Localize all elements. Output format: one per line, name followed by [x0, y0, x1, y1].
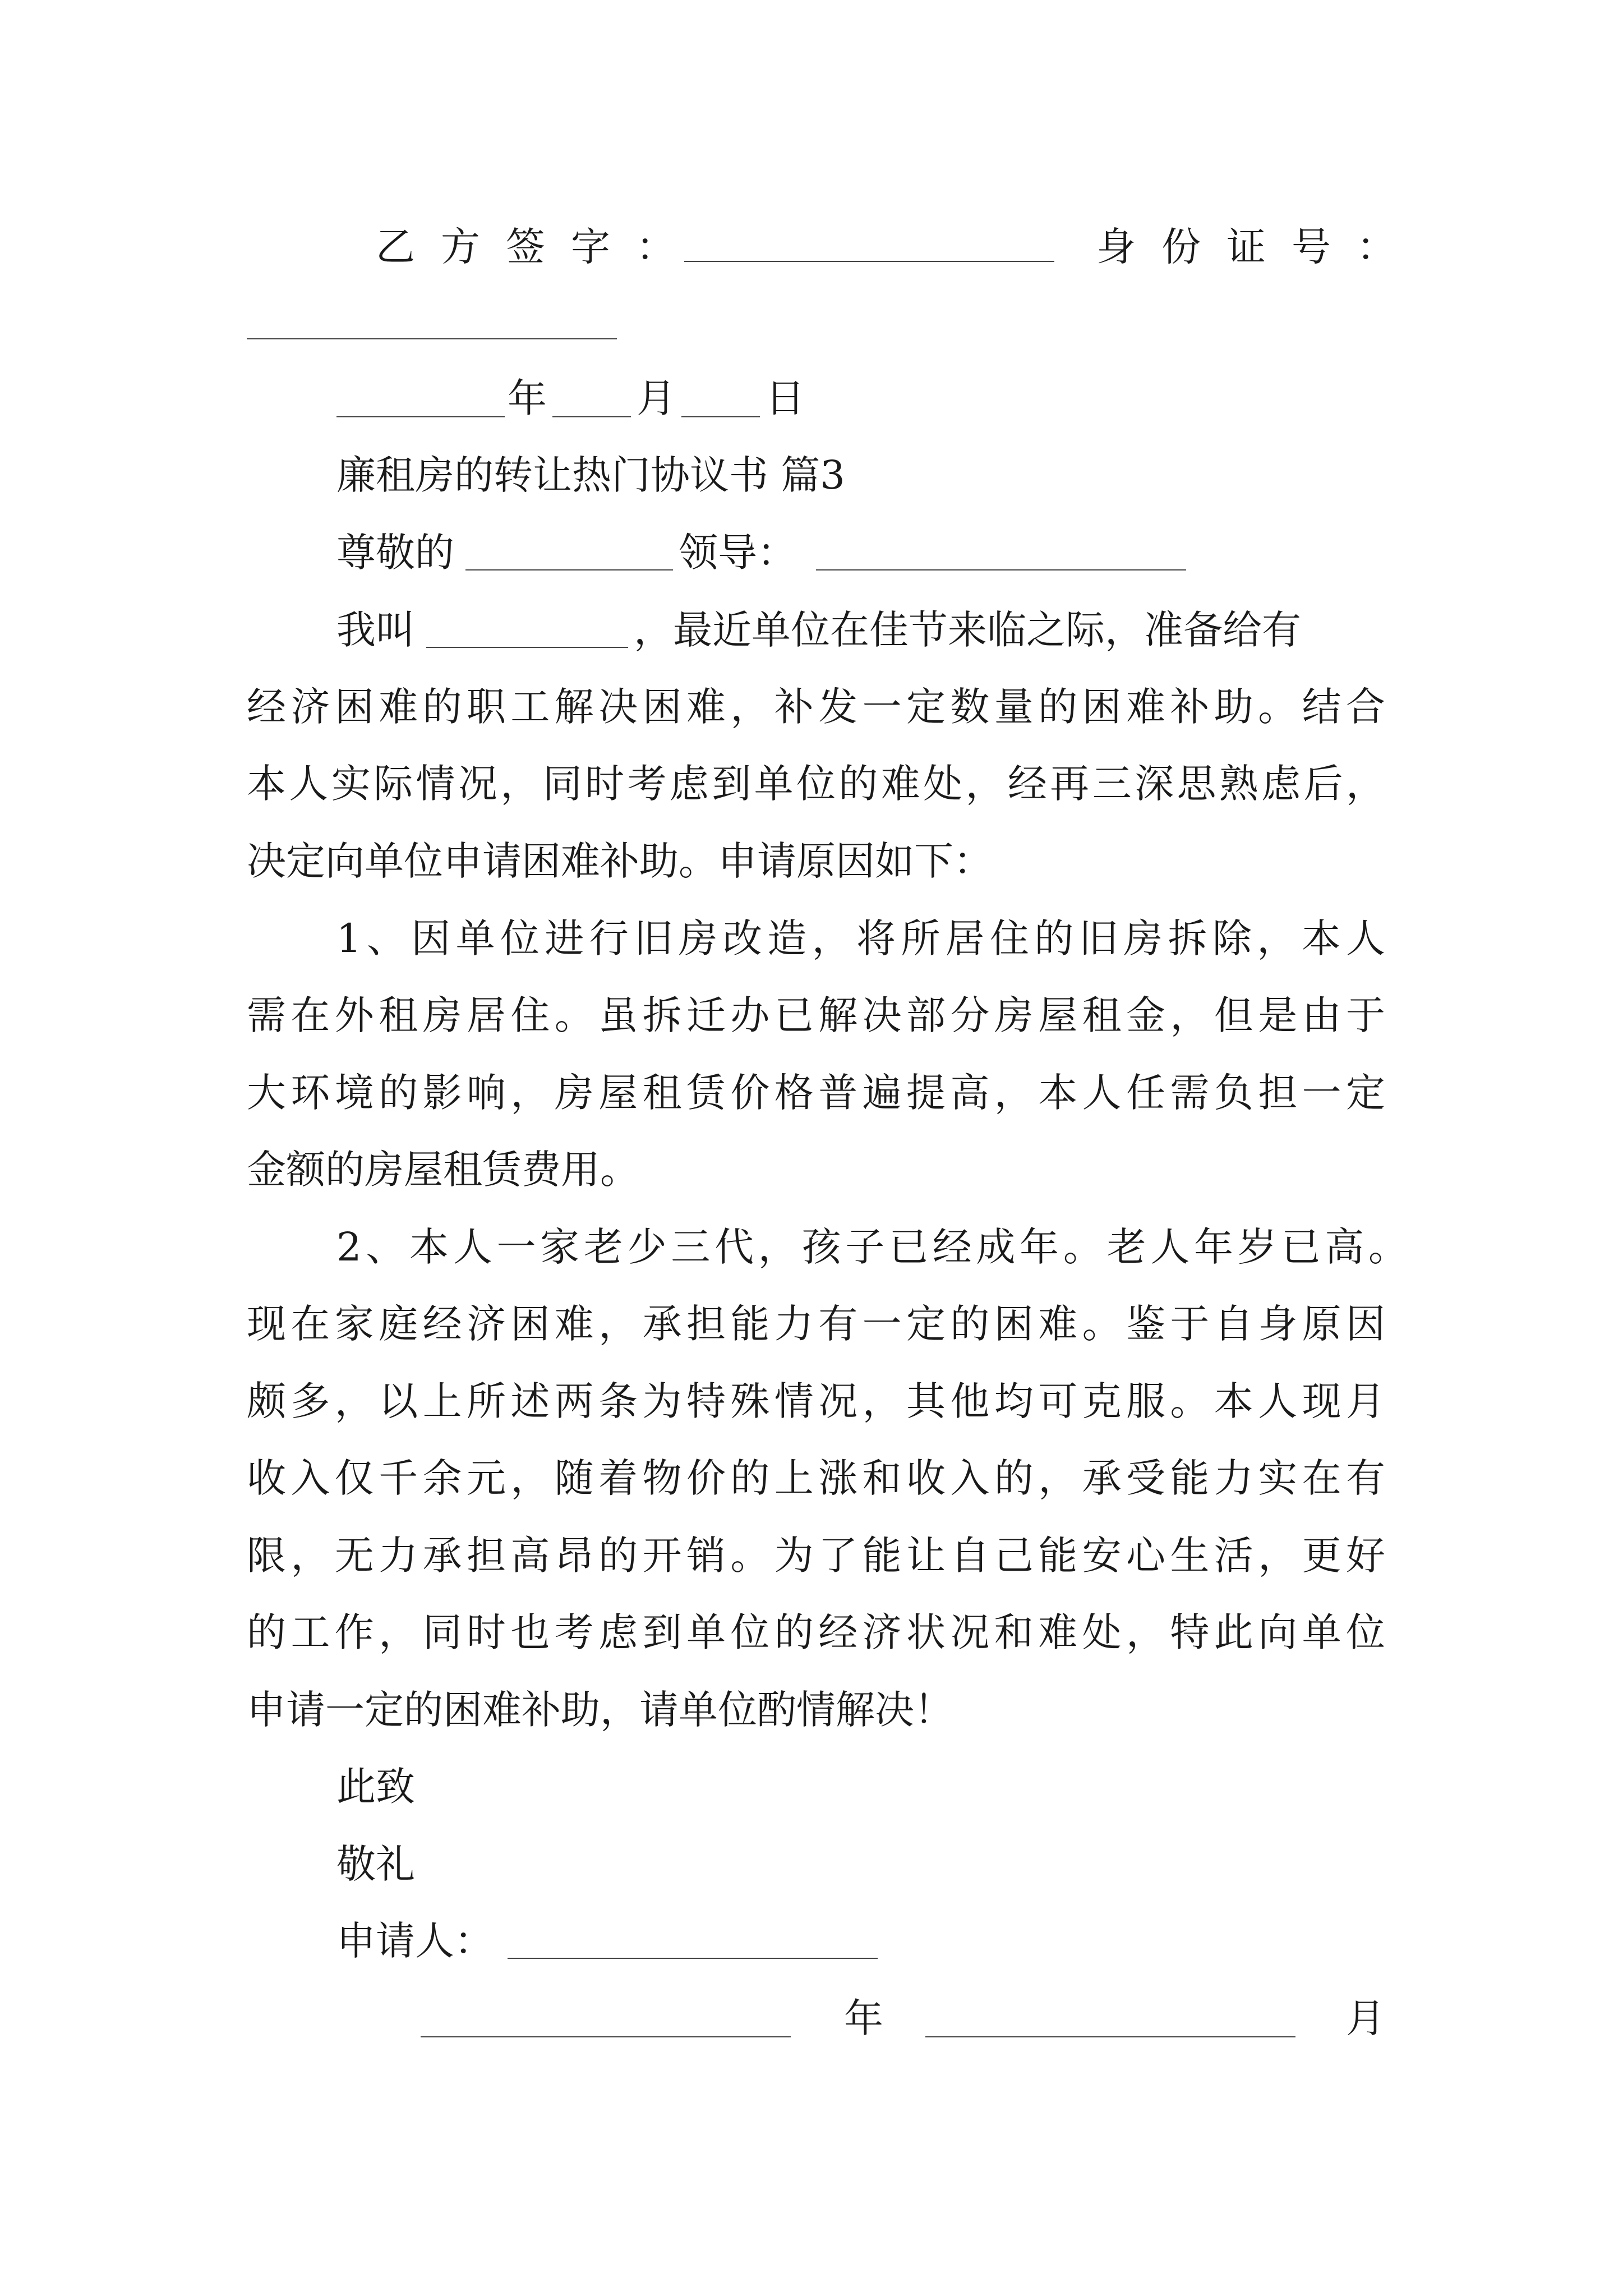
paragraph-2-line-1: 1、因单位进行旧房改造，将所居住的旧房拆除，本人 — [336, 915, 1385, 961]
paragraph-1-line-4: 决定向单位申请困难补助。申请原因如下： — [247, 838, 993, 884]
date-year-label: 年 — [508, 375, 547, 421]
footer-year-label: 年 — [844, 1995, 883, 2041]
footer-year-blank — [421, 2036, 791, 2037]
paragraph-1-line-1: ，最近单位在佳节来临之际，准备给有 — [634, 607, 1301, 653]
id-number-blank — [247, 338, 617, 339]
applicant-name-blank — [426, 647, 628, 648]
closing-cizhi: 此致 — [336, 1764, 415, 1810]
footer-month-label: 月 — [1346, 1995, 1385, 2041]
paragraph-3-line-7: 申请一定的困难补助，请单位酌情解决！ — [247, 1687, 953, 1733]
paragraph-3-line-5: 限，无力承担高昂的开销。为了能让自己能安心生活，更好 — [247, 1533, 1385, 1579]
id-number-label: 身份证号： — [1096, 224, 1422, 270]
applicant-label: 申请人： — [336, 1918, 494, 1964]
section-title: 廉租房的转让热门协议书 篇3 — [336, 452, 845, 498]
paragraph-1-line-3: 本人实际情况，同时考虑到单位的难处，经再三深思熟虑后， — [247, 761, 1385, 807]
closing-jingli: 敬礼 — [336, 1841, 415, 1887]
party-b-signature-blank — [684, 261, 1054, 262]
date-year-blank — [336, 416, 505, 417]
date-month-blank — [552, 416, 631, 417]
salutation-suffix: 领导： — [679, 530, 796, 576]
paragraph-2-line-2: 需在外租房居住。虽拆迁办已解决部分房屋租金，但是由于 — [247, 992, 1385, 1038]
paragraph-3-line-6: 的工作，同时也考虑到单位的经济状况和难处，特此向单位 — [247, 1609, 1385, 1655]
date-day-blank — [681, 416, 760, 417]
salutation-title-blank — [816, 569, 1186, 570]
salutation-prefix: 尊敬的 — [336, 530, 454, 576]
paragraph-3-line-4: 收入仅千余元，随着物价的上涨和收入的，承受能力实在有 — [247, 1455, 1385, 1501]
applicant-signature-blank — [508, 1958, 878, 1959]
paragraph-2-line-4: 金额的房屋租赁费用。 — [247, 1147, 639, 1193]
paragraph-3-line-1: 2、本人一家老少三代，孩子已经成年。老人年岁已高。 — [336, 1224, 1408, 1270]
date-month-label: 月 — [637, 375, 676, 421]
paragraph-3-line-2: 现在家庭经济困难，承担能力有一定的困难。鉴于自身原因 — [247, 1301, 1385, 1347]
paragraph-2-line-3: 大环境的影响，房屋租赁价格普遍提高，本人任需负担一定 — [247, 1070, 1385, 1116]
footer-month-blank — [925, 2036, 1295, 2037]
party-b-signature-label: 乙方签字： — [376, 224, 701, 270]
salutation-name-blank — [465, 569, 673, 570]
date-day-label: 日 — [766, 375, 805, 421]
paragraph-1-prefix: 我叫 — [336, 607, 415, 653]
paragraph-3-line-3: 颇多，以上所述两条为特殊情况，其他均可克服。本人现月 — [247, 1378, 1385, 1424]
paragraph-1-line-2: 经济困难的职工解决困难，补发一定数量的困难补助。结合 — [247, 684, 1385, 730]
